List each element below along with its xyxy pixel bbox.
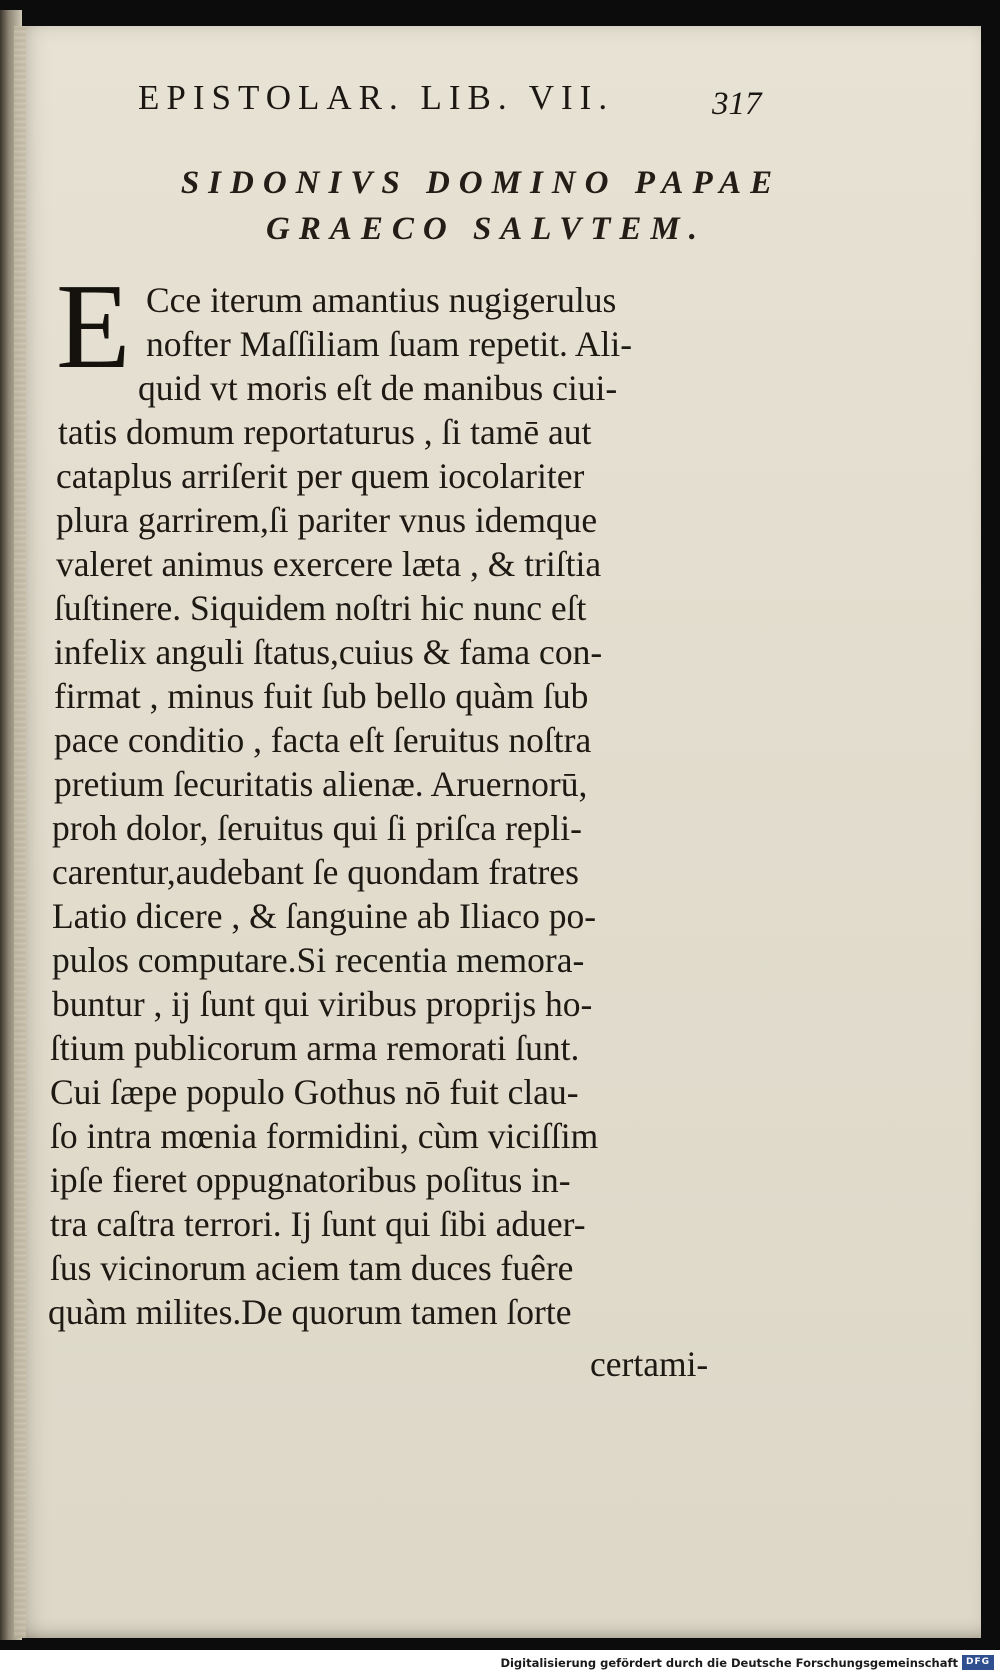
- text-line: nofter Maſſiliam ſuam repetit. Ali-: [146, 324, 633, 364]
- heading-line-2: GRAECO SALVTEM.: [265, 211, 707, 247]
- text-line: carentur,audebant ſe quondam fratres: [52, 852, 579, 892]
- text-line: Cui ſæpe populo Gothus nō fuit clau-: [50, 1072, 579, 1112]
- running-head: [0, 78, 1000, 128]
- text-line: ſus vicinorum aciem tam duces fuêre: [50, 1248, 574, 1288]
- heading-line-1: SIDONIVS DOMINO PAPAE: [180, 165, 782, 201]
- text-line: plura garrirem,ſi pariter vnus idemque: [56, 500, 598, 540]
- catchword: certami-: [590, 1344, 709, 1384]
- text-line: ipſe fieret oppugnatoribus poſitus in-: [50, 1160, 571, 1200]
- text-line: pace conditio , facta eſt ſeruitus noſtra: [54, 720, 592, 760]
- text-line: cataplus arriſerit per quem iocolariter: [56, 456, 585, 496]
- text-line: ſuſtinere. Siquidem noſtri hic nunc eſt: [54, 588, 587, 628]
- text-line: ſo intra mœnia formidini, cùm viciſſim: [50, 1116, 599, 1156]
- digitization-footer: [0, 1650, 1000, 1676]
- text-line: valeret animus exercere læta , & triſtia: [56, 544, 602, 584]
- text-line: tatis domum reportaturus , ſi tamē aut: [58, 412, 592, 452]
- text-line: pretium ſecuritatis alienæ. Aruernorū,: [54, 764, 588, 804]
- text-line: tra caſtra terrori. Ij ſunt qui ſibi aduer-: [50, 1204, 586, 1244]
- text-line: quàm milites.De quorum tamen ſorte: [48, 1292, 572, 1332]
- letter-heading: [0, 160, 1000, 252]
- text-line: proh dolor, ſeruitus qui ſi priſca repli-: [52, 808, 582, 848]
- text-line: firmat , minus fuit ſub bello quàm ſub: [54, 676, 589, 716]
- text-line: buntur , ij ſunt qui viribus proprijs ho-: [52, 984, 593, 1024]
- funding-credit: Digitalisierung gefördert durch die Deutsche Forschungsgemeinschaft: [500, 1656, 958, 1670]
- text-line: infelix anguli ſtatus,cuius & fama con-: [54, 632, 603, 672]
- running-title: EPISTOLAR. LIB. VII.: [138, 78, 615, 117]
- text-line: ſtium publicorum arma remorati ſunt.: [50, 1028, 580, 1068]
- page-number: 317: [712, 86, 762, 122]
- text-line: Cce iterum amantius nugigerulus: [146, 280, 617, 320]
- text-line: quid vt moris eſt de manibus ciui-: [138, 368, 618, 408]
- text-line: Latio dicere , & ſanguine ab Iliaco po-: [52, 896, 597, 936]
- text-line: pulos computare.Si recentia memora-: [52, 940, 585, 980]
- page-edge: [14, 26, 26, 1638]
- dfg-logo: DFG: [962, 1655, 994, 1670]
- drop-cap-initial: E: [56, 259, 131, 394]
